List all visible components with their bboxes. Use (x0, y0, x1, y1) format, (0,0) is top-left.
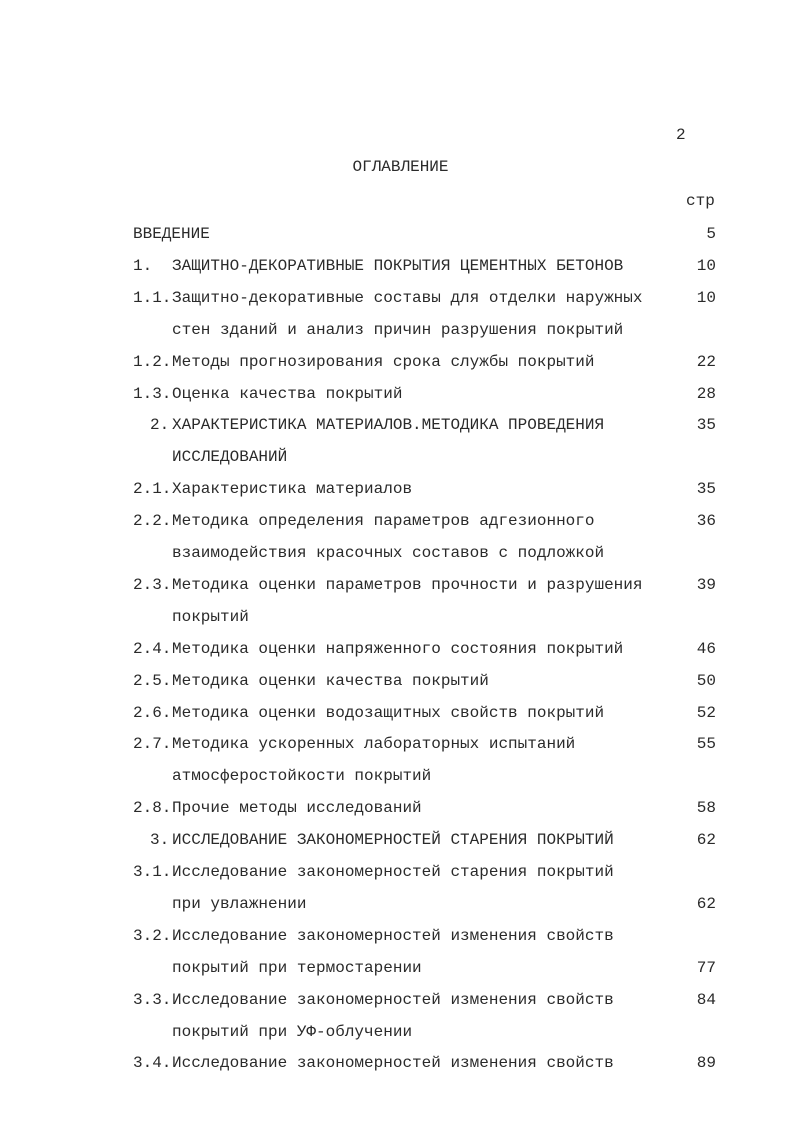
toc-entry-line: Защитно-декоративные составы для отделки наружных (172, 288, 643, 307)
toc-entry-page: 10 (696, 288, 716, 307)
toc-entry-page: 84 (696, 990, 716, 1009)
toc-entry-line: покрытий (172, 607, 249, 626)
toc-entry-number: 2.4. (133, 639, 172, 658)
page-title: ОГЛАВЛЕНИЕ (352, 158, 449, 176)
toc-entry-page: 46 (696, 639, 716, 658)
toc-entry-number: 2. (150, 416, 170, 435)
toc-entry-number: 2.8. (133, 799, 172, 818)
toc-entry-number: 2.6. (133, 703, 172, 722)
toc-entry-line: Методика оценки напряженного состояния покрытий (172, 639, 624, 658)
toc-entry-page: 36 (696, 512, 716, 531)
toc-entry-line: ЗАЩИТНО-ДЕКОРАТИВНЫЕ ПОКРЫТИЯ ЦЕМЕНТНЫХ БЕТОНОВ (172, 256, 624, 275)
toc-entry-number: 2.7. (133, 735, 172, 754)
toc-entry-line: Методы прогнозирования срока службы покрытий (172, 352, 595, 371)
toc-entry-line: стен зданий и анализ причин разрушения покрытий (172, 320, 624, 339)
toc-entry-number: 3.4. (133, 1054, 172, 1073)
toc-entry-number: 1.3. (133, 384, 172, 403)
toc-entry-line: Методика оценки качества покрытий (172, 671, 489, 690)
toc-entry-line: Оценка качества покрытий (172, 384, 403, 403)
toc-entry-number: 1.1. (133, 288, 172, 307)
toc-entry-line: Исследование закономерностей изменения свойств (172, 990, 614, 1009)
toc-entry-page: 89 (696, 1054, 716, 1073)
toc-entry-page: 50 (696, 671, 716, 690)
toc-entry-line: Прочие методы исследований (172, 799, 422, 818)
toc-entry-line: Характеристика материалов (172, 480, 413, 499)
toc-entry-line: Методика оценки водозащитных свойств покрытий (172, 703, 605, 722)
toc-entry-line: ВВЕДЕНИЕ (133, 225, 210, 243)
toc-entry-line: Исследование закономерностей старения покрытий (172, 863, 614, 881)
page-column-label: стр (686, 192, 715, 210)
toc-entry-line: Исследование закономерностей изменения свойств (172, 1054, 614, 1073)
toc-entry-line: Исследование закономерностей изменения свойств (172, 926, 614, 945)
toc-entry-page: 62 (696, 831, 716, 850)
toc-entry-line: атмосферостойкости покрытий (172, 767, 432, 786)
toc-entry-page: 58 (696, 799, 716, 818)
toc-entry-line: Методика ускоренных лабораторных испытаний (172, 735, 576, 754)
toc-entry-number: 1. (133, 256, 153, 275)
toc-entry-page: 35 (696, 416, 716, 435)
toc-entry-number: 3.2. (133, 926, 172, 945)
toc-entry-line: при увлажнении (172, 894, 307, 913)
toc-entry-number: 1.2. (133, 352, 172, 371)
toc-entry-number: 3. (150, 831, 170, 850)
toc-entry-page: 77 (696, 958, 716, 977)
toc-entry-line: взаимодействия красочных составов с подложкой (172, 544, 605, 562)
toc-entry-line: Методика определения параметров адгезионного (172, 512, 595, 531)
toc-entry-number: 3.1. (133, 863, 172, 881)
toc-entry-page: 62 (696, 894, 716, 913)
toc-entry-number: 2.3. (133, 575, 172, 594)
page-number: 2 (676, 126, 686, 144)
toc-entry-line: Методика оценки параметров прочности и разрушения (172, 575, 643, 594)
toc-entry-page: 55 (696, 735, 716, 754)
toc-entry-page: 39 (696, 575, 716, 594)
toc-entry-number: 2.1. (133, 480, 172, 499)
toc-entry-number: 3.3. (133, 990, 172, 1009)
toc-entry-number: 2.2. (133, 512, 172, 531)
toc-entry-page: 10 (696, 256, 716, 275)
toc-entry-line: ИССЛЕДОВАНИЙ (172, 448, 288, 467)
toc-entry-line: ИССЛЕДОВАНИЕ ЗАКОНОМЕРНОСТЕЙ СТАРЕНИЯ ПОКРЫТИЙ (172, 831, 614, 850)
toc-entry-page: 22 (696, 352, 716, 371)
toc-entry-number: 2.5. (133, 671, 172, 690)
toc-entry-page: 35 (696, 480, 716, 499)
toc-entry-page: 5 (706, 225, 716, 243)
toc-entry-line: покрытий при УФ-облучении (172, 1022, 413, 1041)
toc-entry-line: ХАРАКТЕРИСТИКА МАТЕРИАЛОВ.МЕТОДИКА ПРОВЕДЕНИЯ (172, 416, 605, 435)
toc-entry-page: 28 (696, 384, 716, 403)
toc-entry-line: покрытий при термостарении (172, 958, 422, 977)
toc-entry-page: 52 (696, 703, 716, 722)
